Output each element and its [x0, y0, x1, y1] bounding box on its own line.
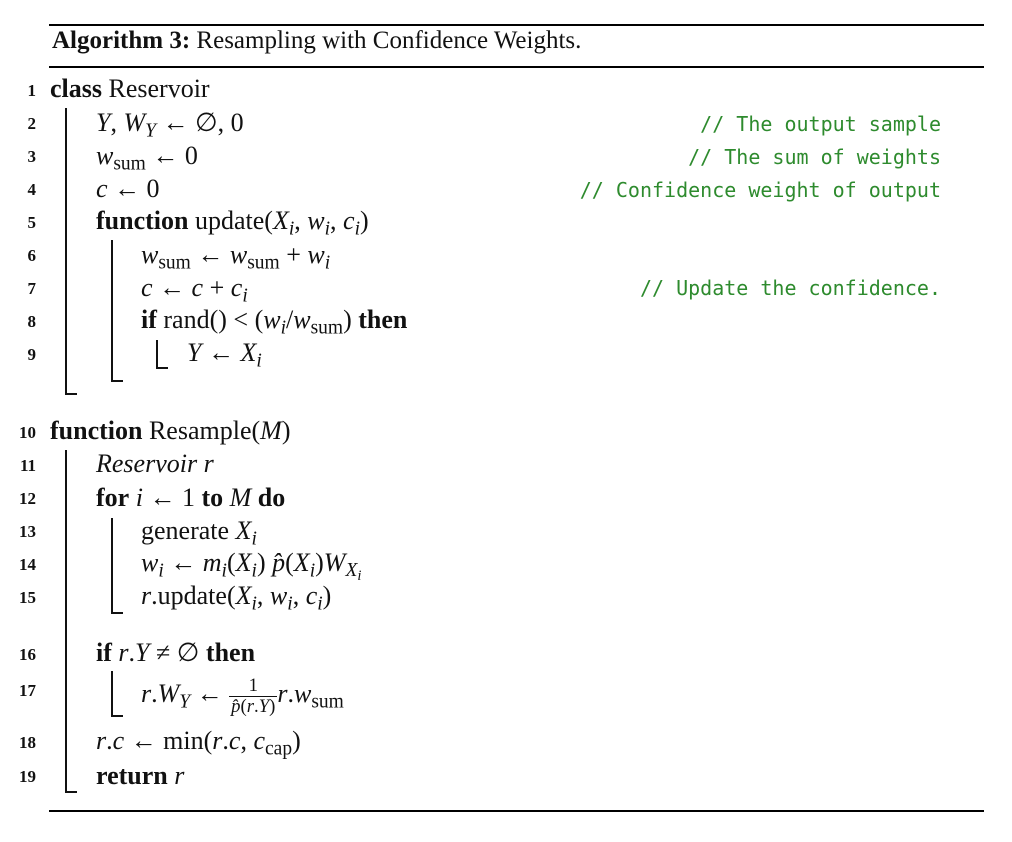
algorithm-label: Algorithm 3:: [52, 27, 191, 54]
for-block-end: [111, 612, 123, 614]
resample-block-end: [65, 791, 77, 793]
line-number: 1: [27, 81, 36, 100]
algo-line-15: $r.update(X_i$, $w_i$, $c_i$): [141, 581, 332, 615]
function-name-rand: rand: [163, 305, 210, 334]
line-number: 3: [27, 147, 36, 166]
line-number: 5: [27, 213, 36, 232]
algo-line-16: if r.Y ≠ ∅ then: [96, 638, 256, 667]
line-number: 9: [27, 345, 36, 364]
class-block-bar: [65, 108, 67, 394]
line-number: 11: [19, 456, 36, 475]
function-name-generate: generate: [141, 516, 230, 545]
algo-line-6: $w_{sum}$ ← $w_{sum} + w_i$: [141, 240, 331, 274]
method-name-update: update: [157, 581, 227, 610]
algo-line-13: generate $X_i$: [141, 516, 257, 550]
algo-line-19: return r: [96, 761, 185, 790]
for-block-bar: [111, 518, 113, 613]
keyword-class: class: [50, 74, 102, 103]
algo-line-4: c ← 0: [96, 174, 160, 203]
title-rule: [49, 66, 984, 68]
algo-line-7: c ← $c + c_i$: [141, 273, 248, 307]
algo-line-17: $r.W_Y$ ← $\frac{1}{p̂(r.Y)}$ $r.w_{sum}$: [141, 675, 344, 717]
line-number: 17: [19, 681, 36, 700]
keyword-do: do: [257, 483, 286, 512]
algorithm-title: [52, 27, 581, 55]
algo-line-2: Y, $W_Y$ ← ∅, 0: [96, 108, 244, 142]
line-number: 4: [27, 180, 36, 199]
fraction: $\frac{1}{p̂(r.Y)}$: [231, 675, 276, 717]
line-number: 8: [27, 312, 36, 331]
line-number: 19: [19, 767, 36, 786]
if-block-bar: [156, 340, 158, 368]
algo-line-1: [50, 76, 210, 102]
comment-sum-weights: // The sum of weights: [688, 145, 941, 169]
line-number: 6: [27, 246, 36, 265]
line-number: 12: [19, 489, 36, 508]
keyword-function: function: [96, 206, 189, 235]
line-number: 16: [19, 645, 36, 664]
algo-line-18: r.c ← min(r.c, $c_{cap}$): [96, 726, 301, 760]
function-name-min: min: [163, 726, 204, 755]
algo-line-9: Y ← $X_i$: [187, 338, 262, 372]
bottom-rule: [49, 810, 984, 812]
keyword-return: return: [96, 761, 168, 790]
keyword-if: if: [141, 305, 157, 334]
algo-line-12: for i ← 1 to M do: [96, 483, 286, 512]
line-number: 7: [27, 279, 36, 298]
comment-update-confidence: // Update the confidence.: [639, 276, 941, 300]
comment-confidence-weight: // Confidence weight of output: [579, 178, 941, 202]
algo-line-14: $w_i$ ← $m_i(X_i)$ $p̂(X_i)W_{X_i}$: [141, 548, 362, 585]
algo-line-11: Reservoir r: [96, 449, 214, 478]
keyword-then: then: [205, 638, 256, 667]
keyword-function: function: [50, 416, 143, 445]
resample-block-bar: [65, 450, 67, 792]
if-r-block-bar: [111, 671, 113, 716]
if-r-block-end: [111, 715, 123, 717]
algo-line-5: function $update(X_i$, $w_i$, $c_i$): [96, 206, 369, 240]
algo-line-8: if rand() < $(w_i/w_{sum})$ then: [141, 305, 408, 339]
line-number: 10: [19, 423, 36, 442]
keyword-for: for: [96, 483, 130, 512]
comment-output-sample: // The output sample: [700, 112, 941, 136]
algorithm-caption: Resampling with Confidence Weights.: [190, 27, 582, 54]
class-block-end: [65, 393, 77, 395]
line-number: 14: [19, 555, 36, 574]
function-name-update: update: [194, 206, 265, 235]
line-number: 13: [19, 522, 36, 541]
keyword-then: then: [358, 305, 408, 334]
type-name-reservoir: Reservoir: [96, 449, 198, 478]
line-number: 15: [19, 588, 36, 607]
line-number: 2: [27, 114, 36, 133]
algo-line-10: function Resample(M): [50, 416, 291, 445]
function-name-resample: Resample: [148, 416, 252, 445]
top-rule: [49, 24, 984, 26]
keyword-if: if: [96, 638, 112, 667]
class-name: Reservoir: [108, 74, 210, 103]
keyword-to: to: [201, 483, 224, 512]
update-block-bar: [111, 240, 113, 381]
algo-line-3: $w_{sum}$ ← 0: [96, 141, 198, 175]
update-block-end: [111, 380, 123, 382]
line-number: 18: [19, 733, 36, 752]
if-block-end: [156, 367, 168, 369]
